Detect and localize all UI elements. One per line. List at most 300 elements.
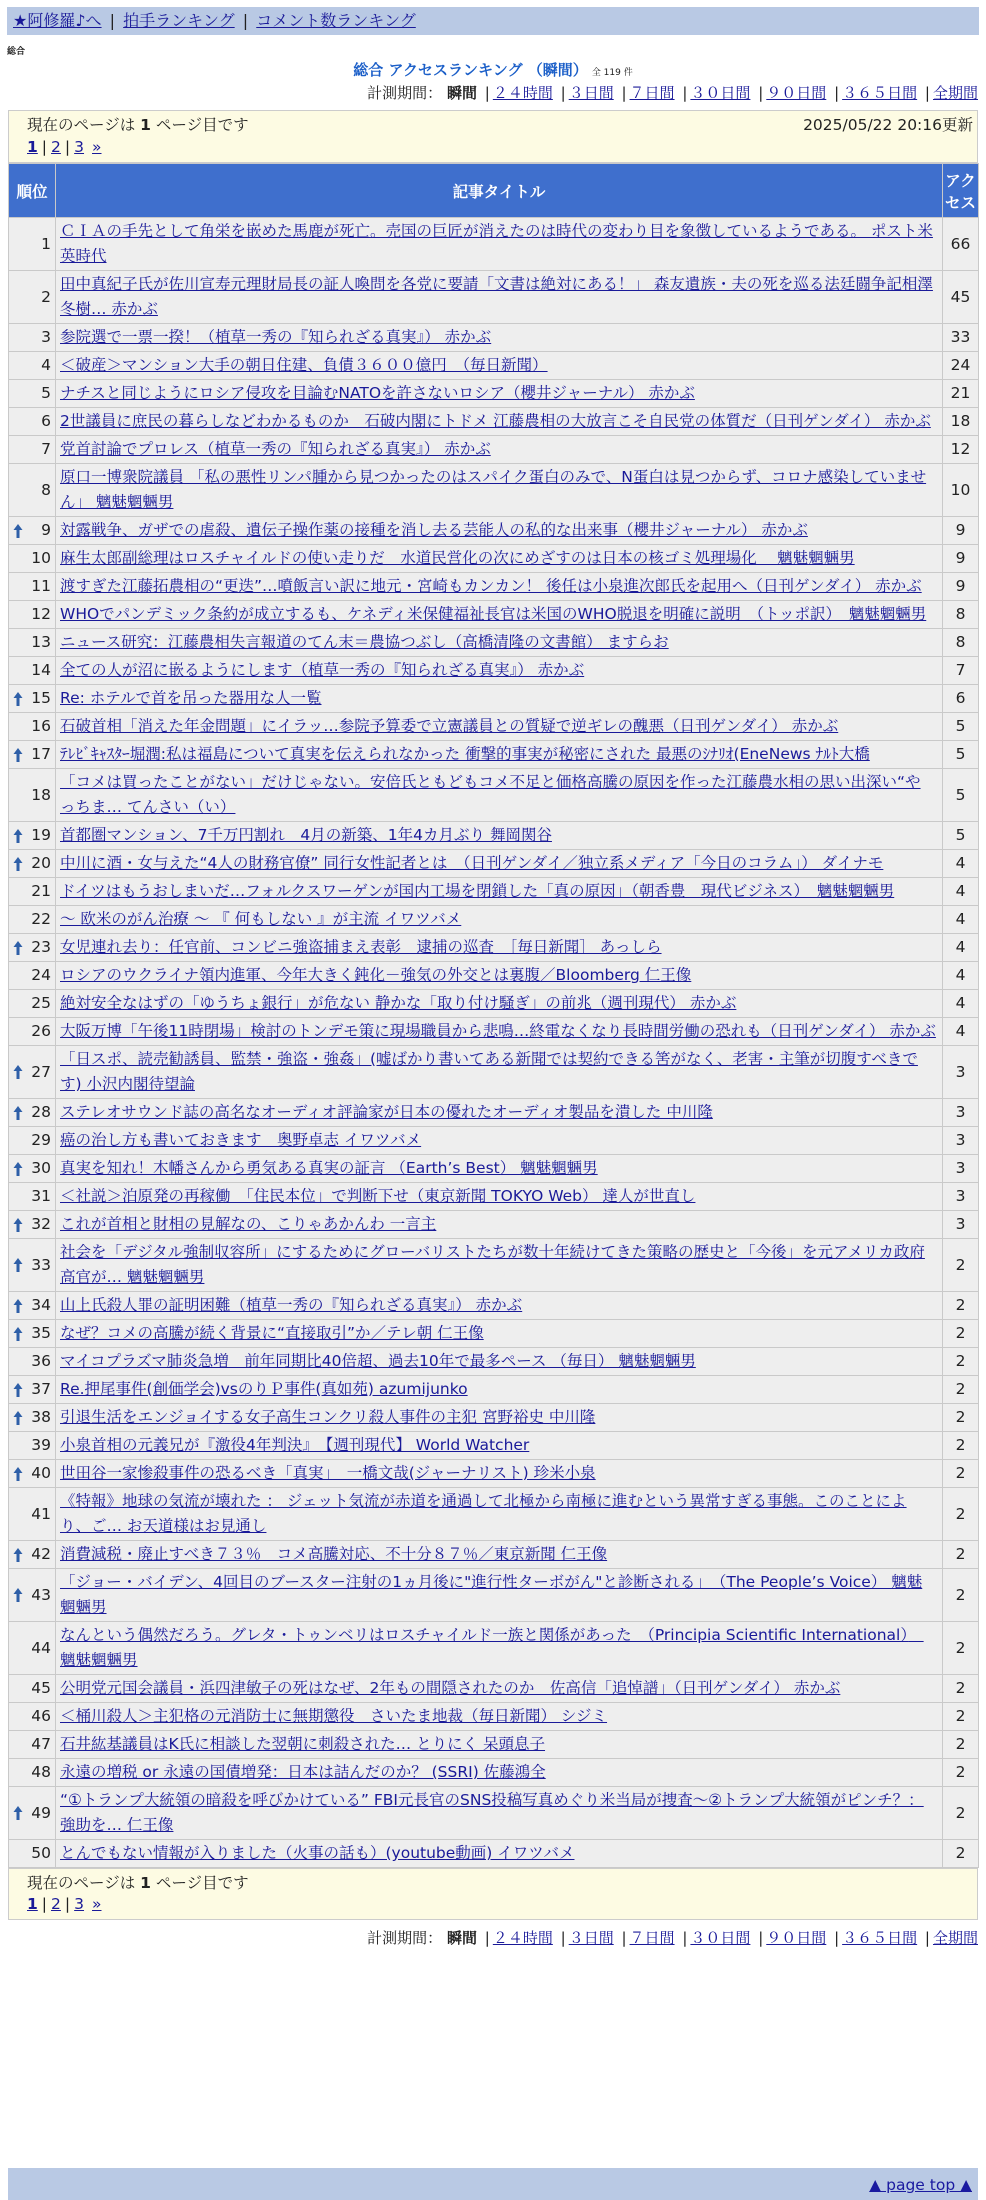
access-count: 4 xyxy=(943,962,979,990)
table-row xyxy=(9,1099,979,1127)
nav-separator: | xyxy=(242,11,249,30)
access-count: 66 xyxy=(943,218,979,271)
article-link[interactable]: 「コメは買ったことがない」だけじゃない。安倍氏ともどもコメ不足と価格高騰の原因を作った江藤農水相の思い出深い“やっちま… てんさい（い） xyxy=(60,773,921,816)
article-link[interactable]: 永遠の増税 or 永遠の国債増発：日本は詰んだのか？ (SSRI) 佐藤鴻全 xyxy=(60,1763,546,1781)
table-row xyxy=(9,271,979,324)
title-cell xyxy=(56,1239,943,1292)
rank-number: 20 xyxy=(31,854,51,872)
period-3d[interactable]: ３日間 xyxy=(568,1929,614,1947)
period-90d[interactable]: ９０日間 xyxy=(766,84,827,102)
article-link[interactable]: なぜ？コメの高騰が続く背景に“直接取引”か／テレ朝 仁王像 xyxy=(60,1324,484,1342)
access-count: 3 xyxy=(943,1155,979,1183)
table-row xyxy=(9,464,979,517)
rank-number: 27 xyxy=(31,1062,51,1081)
title-cell xyxy=(56,1155,943,1183)
rank-cell xyxy=(9,1675,56,1703)
rank-number: 42 xyxy=(31,1545,51,1563)
access-count: 2 xyxy=(943,1488,979,1541)
article-link[interactable]: 参院選で一票一揆！（植草一秀の『知られざる真実』） 赤かぶ xyxy=(60,328,492,346)
rank-cell xyxy=(9,380,56,408)
title-cell xyxy=(56,629,943,657)
access-count: 18 xyxy=(943,408,979,436)
period-24h[interactable]: ２４時間 xyxy=(492,1929,553,1947)
rank-cell xyxy=(9,324,56,352)
period-90d[interactable]: ９０日間 xyxy=(766,1929,827,1947)
table-row xyxy=(9,934,979,962)
period-7d[interactable]: ７日間 xyxy=(629,84,675,102)
article-link[interactable]: WHOでパンデミック条約が成立するも、ケネディ米保健福祉長官は米国のWHO脱退を明確に説明 （トッポ訳） 魑魅魍魎男 xyxy=(60,605,927,623)
nav-separator: | xyxy=(109,11,116,30)
title-cell xyxy=(56,1622,943,1675)
title-cell xyxy=(56,1348,943,1376)
access-count: 2 xyxy=(943,1787,979,1840)
access-count: 2 xyxy=(943,1541,979,1569)
rank-number: 12 xyxy=(31,605,51,623)
rank-number: 30 xyxy=(31,1159,51,1177)
rank-number: 18 xyxy=(31,785,51,804)
rank-cell xyxy=(9,1155,56,1183)
title-cell xyxy=(56,713,943,741)
article-link[interactable]: 首都圏マンション、7千万円割れ 4月の新築、1年4カ月ぶり 舞岡関谷 xyxy=(60,826,552,844)
current-page-text: 現在のページは 1 ページ目です xyxy=(27,116,249,134)
period-selector-bottom: 計測期間： 瞬間 | ２４時間 | ３日間 | ７日間 | ３０日間 | ９０日間 | ３６５日間 | 全期間 xyxy=(367,1929,978,1947)
rank-cell xyxy=(9,990,56,1018)
article-link[interactable]: 《特報》地球の気流が壊れた ： ジェット気流が赤道を通過して北極から南極に進むという異常すぎる事態。このことにより、ご… お天道様はお見通し xyxy=(60,1492,907,1535)
article-link[interactable]: ～ 欧米のがん治療 ～ 『 何もしない 』が主流 イワツバメ xyxy=(60,910,462,928)
rank-up-arrow-icon xyxy=(13,940,23,956)
article-link[interactable]: ステレオサウンド誌の高名なオーディオ評論家が日本の優れたオーディオ製品を潰した 中川隆 xyxy=(60,1103,713,1121)
period-30d[interactable]: ３０日間 xyxy=(690,1929,751,1947)
article-link[interactable]: 田中真紀子氏が佐川宣寿元理財局長の証人喚問を各党に要請「文書は絶対にある！」 森友遺族・夫の死を巡る法廷闘争記相澤冬樹… 赤かぶ xyxy=(60,275,933,318)
rank-number: 46 xyxy=(31,1707,51,1725)
table-row xyxy=(9,1183,979,1211)
genre-label: 総合 xyxy=(7,47,26,57)
title-cell xyxy=(56,934,943,962)
rank-up-arrow-icon xyxy=(13,1217,23,1233)
access-count: 3 xyxy=(943,1046,979,1099)
access-count: 9 xyxy=(943,517,979,545)
table-row xyxy=(9,1787,979,1840)
rank-number: 23 xyxy=(31,938,51,956)
access-count: 2 xyxy=(943,1731,979,1759)
article-link[interactable]: なんという偶然だろう。グレタ・トゥンベリはロスチャイルド一族と関係があった （Principia Scientific International） 魑魅魍魎男 xyxy=(60,1626,924,1669)
article-link[interactable]: 中川に酒・女与えた“4人の財務官僚” 同行女性記者とは （日刊ゲンダイ／独立系メディア「今日のコラム」） ダイナモ xyxy=(60,854,884,872)
rank-number: 24 xyxy=(31,966,51,984)
table-row xyxy=(9,352,979,380)
table-row xyxy=(9,1018,979,1046)
access-count: 2 xyxy=(943,1622,979,1675)
rank-cell xyxy=(9,1569,56,1622)
title-cell xyxy=(56,822,943,850)
rank-cell xyxy=(9,545,56,573)
ranking-title-text: 総合 アクセスランキング （瞬間） xyxy=(353,61,588,79)
rank-cell xyxy=(9,906,56,934)
access-count: 5 xyxy=(943,822,979,850)
access-count: 4 xyxy=(943,878,979,906)
rank-cell xyxy=(9,850,56,878)
period-label: 計測期間： xyxy=(367,84,443,102)
article-link[interactable]: 大阪万博「午後11時閉場」検討のトンデモ策に現場職員から悲鳴…終電なくなり長時間労働の恐れも（日刊ゲンダイ） 赤かぶ xyxy=(60,1022,936,1040)
rank-number: 25 xyxy=(31,994,51,1012)
period-365d[interactable]: ３６５日間 xyxy=(842,1929,918,1947)
rank-number: 49 xyxy=(31,1803,51,1822)
rank-cell xyxy=(9,1622,56,1675)
article-link[interactable]: 山上氏殺人罪の証明困難（植草一秀の『知られざる真実』） 赤かぶ xyxy=(60,1296,523,1314)
rank-cell xyxy=(9,573,56,601)
rank-number: 7 xyxy=(41,440,51,458)
rank-number: 45 xyxy=(31,1679,51,1697)
table-row xyxy=(9,1703,979,1731)
access-count: 7 xyxy=(943,657,979,685)
next-page-link[interactable]: » xyxy=(92,138,102,156)
access-count: 2 xyxy=(943,1569,979,1622)
article-link[interactable]: これが首相と財相の見解なの、こりゃあかんわ 一言主 xyxy=(60,1215,437,1233)
article-link[interactable]: Re: ホテルで首を吊った器用な人一覧 xyxy=(60,689,322,707)
rank-up-arrow-icon xyxy=(13,1547,23,1563)
article-link[interactable]: ニュース研究：江藤農相失言報道のてん末＝農協つぶし（高橋清隆の文書館） ますらお xyxy=(60,633,669,651)
table-row xyxy=(9,1840,979,1868)
access-count: 2 xyxy=(943,1759,979,1787)
footer-bar xyxy=(8,2168,978,2200)
period-30d[interactable]: ３０日間 xyxy=(690,84,751,102)
table-row xyxy=(9,1348,979,1376)
access-header: アクセス xyxy=(943,164,979,218)
table-row xyxy=(9,657,979,685)
title-cell xyxy=(56,380,943,408)
access-count: 45 xyxy=(943,271,979,324)
table-row xyxy=(9,436,979,464)
rank-number: 35 xyxy=(31,1324,51,1342)
title-cell xyxy=(56,1292,943,1320)
rank-number: 28 xyxy=(31,1103,51,1121)
rank-cell xyxy=(9,517,56,545)
table-row xyxy=(9,1731,979,1759)
access-count: 3 xyxy=(943,1127,979,1155)
table-row xyxy=(9,822,979,850)
rank-cell xyxy=(9,464,56,517)
article-link[interactable]: ロシアのウクライナ領内進軍、今年大きく鈍化－強気の外交とは裏腹／Bloomberg 仁王像 xyxy=(60,966,692,984)
period-365d[interactable]: ３６５日間 xyxy=(842,84,918,102)
table-row xyxy=(9,769,979,822)
rank-up-arrow-icon xyxy=(13,828,23,844)
rank-cell xyxy=(9,1183,56,1211)
rank-number: 4 xyxy=(41,356,51,374)
access-count: 3 xyxy=(943,1099,979,1127)
table-row xyxy=(9,713,979,741)
period-7d[interactable]: ７日間 xyxy=(629,1929,675,1947)
page-link-2[interactable]: 2 xyxy=(51,1895,61,1913)
rank-number: 17 xyxy=(31,745,51,763)
title-cell xyxy=(56,1840,943,1868)
ranking-rows xyxy=(9,218,979,1868)
title-cell xyxy=(56,1703,943,1731)
rank-cell xyxy=(9,1211,56,1239)
rank-up-arrow-icon xyxy=(13,1805,23,1821)
table-row xyxy=(9,218,979,271)
article-link[interactable]: 世田谷一家惨殺事件の恐るべき「真実」 一橋文哉(ジャーナリスト) 珍米小泉 xyxy=(60,1464,596,1482)
next-page-link[interactable]: » xyxy=(92,1895,102,1913)
rank-number: 14 xyxy=(31,661,51,679)
article-link[interactable]: “①トランプ大統領の暗殺を呼びかけている” FBI元長官のSNS投稿写真めぐり米当局が捜査～②トランプ大統領がピンチ？：強助を… 仁王像 xyxy=(60,1791,924,1834)
rank-up-arrow-icon xyxy=(13,1257,23,1273)
rank-cell xyxy=(9,1292,56,1320)
article-link[interactable]: 女児連れ去り：任官前、コンビニ強盗捕まえ表彰 逮捕の巡査 ［毎日新聞］ あっしら xyxy=(60,938,662,956)
ranking-title xyxy=(0,60,986,83)
article-link[interactable]: 引退生活をエンジョイする女子高生コンクリ殺人事件の主犯 宮野裕史 中川隆 xyxy=(60,1408,596,1426)
rank-number: 8 xyxy=(41,480,51,499)
article-link[interactable]: 対露戦争、ガザでの虐殺、遺伝子操作薬の接種を消し去る芸能人の私的な出来事（櫻井ジャーナル） 赤かぶ xyxy=(60,521,808,539)
rank-cell xyxy=(9,1320,56,1348)
access-count: 5 xyxy=(943,769,979,822)
article-link[interactable]: 党首討論でプロレス（植草一秀の『知られざる真実』） 赤かぶ xyxy=(60,440,491,458)
top-nav xyxy=(7,7,979,35)
rank-cell xyxy=(9,218,56,271)
access-count: 4 xyxy=(943,1018,979,1046)
rank-cell xyxy=(9,271,56,324)
table-row xyxy=(9,1541,979,1569)
access-count: 2 xyxy=(943,1703,979,1731)
rank-up-arrow-icon xyxy=(13,747,23,763)
table-row xyxy=(9,1211,979,1239)
rank-up-arrow-icon xyxy=(13,1105,23,1121)
rank-cell xyxy=(9,1731,56,1759)
table-row xyxy=(9,1320,979,1348)
title-cell xyxy=(56,324,943,352)
rank-cell xyxy=(9,436,56,464)
table-row xyxy=(9,962,979,990)
rank-cell xyxy=(9,741,56,769)
period-all[interactable]: 全期間 xyxy=(932,84,978,102)
title-cell xyxy=(56,1320,943,1348)
rank-cell xyxy=(9,1840,56,1868)
title-cell xyxy=(56,1541,943,1569)
rank-up-arrow-icon xyxy=(13,691,23,707)
access-count: 2 xyxy=(943,1404,979,1432)
article-link[interactable]: 公明党元国会議員・浜四津敏子の死はなぜ、2年もの間隠されたのか 佐高信「追悼譜」（日刊ゲンダイ） 赤かぶ xyxy=(60,1679,841,1697)
rank-up-arrow-icon xyxy=(13,1466,23,1482)
rank-cell xyxy=(9,601,56,629)
access-count: 4 xyxy=(943,934,979,962)
table-row xyxy=(9,380,979,408)
table-row xyxy=(9,990,979,1018)
table-row xyxy=(9,629,979,657)
title-cell xyxy=(56,1569,943,1622)
table-row xyxy=(9,906,979,934)
table-row xyxy=(9,741,979,769)
home-link[interactable]: ★阿修羅♪へ xyxy=(13,11,102,30)
table-row xyxy=(9,408,979,436)
rank-cell xyxy=(9,1488,56,1541)
title-cell xyxy=(56,1376,943,1404)
table-row xyxy=(9,850,979,878)
access-count: 8 xyxy=(943,629,979,657)
table-row xyxy=(9,1432,979,1460)
article-link[interactable]: ＣＩＡの手先として角栄を嵌めた馬鹿が死亡。売国の巨匠が消えたのは時代の変わり目を象徴しているようである。 ポスト米英時代 xyxy=(60,222,933,265)
title-cell xyxy=(56,601,943,629)
article-link[interactable]: ドイツはもうおしまいだ…フォルクスワーゲンが国内工場を閉鎖した「真の原因」（朝香豊 現代ビジネス） 魑魅魍魎男 xyxy=(60,882,895,900)
rank-up-arrow-icon xyxy=(13,1161,23,1177)
title-cell xyxy=(56,1018,943,1046)
article-link[interactable]: 石井紘基議員はK氏に相談した翌朝に刺殺された… とりにく 呆頭息子 xyxy=(60,1735,546,1753)
rank-number: 36 xyxy=(31,1352,51,1370)
rank-number: 22 xyxy=(31,910,51,928)
article-link[interactable]: 真実を知れ！木幡さんから勇気ある真実の証言 （Earth’s Best） 魑魅魍魎男 xyxy=(60,1159,598,1177)
article-link[interactable]: 絶対安全なはずの「ゆうちょ銀行」が危ない 静かな「取り付け騒ぎ」の前兆（週刊現代） 赤かぶ xyxy=(60,994,737,1012)
article-link[interactable]: 「ジョー・バイデン、4回目のブースター注射の1ヵ月後に"進行性ターボがん"と診断される」 （The People’s Voice） 魑魅魍魎男 xyxy=(60,1573,923,1616)
page-link-1[interactable]: 1 xyxy=(27,1895,38,1913)
rank-cell xyxy=(9,1348,56,1376)
rank-number: 1 xyxy=(41,234,51,253)
page-links: 1 | 2 | 3 » xyxy=(27,138,102,156)
access-count: 24 xyxy=(943,352,979,380)
access-count: 10 xyxy=(943,464,979,517)
table-row xyxy=(9,1046,979,1099)
table-row xyxy=(9,545,979,573)
table-header-row xyxy=(9,164,979,218)
access-count: 4 xyxy=(943,850,979,878)
title-cell xyxy=(56,741,943,769)
rank-up-arrow-icon xyxy=(13,1382,23,1398)
period-24h[interactable]: ２４時間 xyxy=(492,84,553,102)
article-link[interactable]: マイコプラズマ肺炎急増 前年同期比40倍超、過去10年で最多ペース （毎日） 魑魅魍魎男 xyxy=(60,1352,696,1370)
page-link-1[interactable]: 1 xyxy=(27,138,38,156)
period-label: 計測期間： xyxy=(367,1929,443,1947)
article-link[interactable]: 小泉首相の元義兄が『激役4年判決』 【週刊現代】 World Watcher xyxy=(60,1436,530,1454)
access-count: 3 xyxy=(943,1211,979,1239)
rank-number: 37 xyxy=(31,1380,51,1398)
rank-cell xyxy=(9,1046,56,1099)
table-row xyxy=(9,685,979,713)
rank-number: 43 xyxy=(31,1585,51,1604)
access-count: 6 xyxy=(943,685,979,713)
title-cell xyxy=(56,1759,943,1787)
access-count: 2 xyxy=(943,1432,979,1460)
title-cell xyxy=(56,1099,943,1127)
page-link-3[interactable]: 3 xyxy=(74,138,85,156)
article-link[interactable]: 消費減税・廃止すべき７３％ コメ高騰対応、不十分８７％／東京新聞 仁王像 xyxy=(60,1545,608,1563)
table-row xyxy=(9,1622,979,1675)
table-row xyxy=(9,878,979,906)
article-link[interactable]: ＜桶川殺人＞主犯格の元消防士に無期懲役 さいたま地裁（毎日新聞） シジミ xyxy=(60,1707,608,1725)
article-link[interactable]: とんでもない情報が入りました（火事の話も）(youtube動画) イワツバメ xyxy=(60,1844,575,1862)
table-row xyxy=(9,1155,979,1183)
page-top-link[interactable]: ▲ page top ▲ xyxy=(869,2176,972,2194)
rank-number: 47 xyxy=(31,1735,51,1753)
title-cell xyxy=(56,906,943,934)
rank-number: 6 xyxy=(41,412,51,430)
access-count: 2 xyxy=(943,1239,979,1292)
rank-cell xyxy=(9,1460,56,1488)
access-count: 3 xyxy=(943,1183,979,1211)
title-header: 記事タイトル xyxy=(56,164,943,218)
pager-top xyxy=(8,110,978,163)
period-3d[interactable]: ３日間 xyxy=(568,84,614,102)
article-link[interactable]: 「日スポ、読売勧誘員、監禁・強盗・強姦」(嘘ばかり書いてある新聞では契約できる筈がなく、老害・主筆が切腹すべきです) 小沢内閣待望論 xyxy=(60,1050,918,1093)
period-all[interactable]: 全期間 xyxy=(932,1929,978,1947)
rank-cell xyxy=(9,1404,56,1432)
access-count: 33 xyxy=(943,324,979,352)
access-count: 12 xyxy=(943,436,979,464)
article-link[interactable]: 2世議員に庶民の暮らしなどわかるものか 石破内閣にトドメ 江藤農相の大放言こそ自民党の体質だ（日刊ゲンダイ） 赤かぶ xyxy=(60,412,931,430)
rank-number: 21 xyxy=(31,882,51,900)
page-link-3[interactable]: 3 xyxy=(74,1895,85,1913)
applause-ranking-link[interactable]: 拍手ランキング xyxy=(123,11,235,30)
title-cell xyxy=(56,1675,943,1703)
access-count: 2 xyxy=(943,1675,979,1703)
title-cell xyxy=(56,573,943,601)
title-cell xyxy=(56,962,943,990)
title-cell xyxy=(56,1046,943,1099)
rank-number: 5 xyxy=(41,384,51,402)
period-current: 瞬間 xyxy=(446,1929,477,1947)
title-cell xyxy=(56,1183,943,1211)
table-row xyxy=(9,1488,979,1541)
rank-up-arrow-icon xyxy=(13,1326,23,1342)
period-current: 瞬間 xyxy=(446,84,477,102)
rank-cell xyxy=(9,1703,56,1731)
rank-cell xyxy=(9,657,56,685)
title-cell xyxy=(56,464,943,517)
title-cell xyxy=(56,1460,943,1488)
article-link[interactable]: 原口一博衆院議員 「私の悪性リンパ腫から見つかったのはスパイク蛋白のみで、N蛋白は見つからず、コロナ感染していません」 魑魅魍魎男 xyxy=(60,468,927,511)
article-link[interactable]: ＜社説＞泊原発の再稼働 「住民本位」で判断下せ（東京新聞 TOKYO Web） 達人が世直し xyxy=(60,1187,696,1205)
article-link[interactable]: 渡すぎた江藤拓農相の“更迭”…噴飯言い訳に地元・宮崎もカンカン！ 後任は小泉進次郎氏を起用へ（日刊ゲンダイ） 赤かぶ xyxy=(60,577,922,595)
article-link[interactable]: Re.押尾事件(創価学会)vsのりＰ事件(真如苑) azumijunko xyxy=(60,1380,468,1398)
rank-cell xyxy=(9,1541,56,1569)
table-row xyxy=(9,1404,979,1432)
article-link[interactable]: 石破首相「消えた年金問題」にイラッ…参院予算委で立憲議員との質疑で逆ギレの醜悪（日刊ゲンダイ） 赤かぶ xyxy=(60,717,839,735)
article-link[interactable]: ﾃﾚﾋﾞｷｬｽﾀｰ堀潤:私は福島について真実を伝えられなかった 衝撃的事実が秘密にされた 最悪のｼﾅﾘｵ(EneNews ﾅﾙﾄ大橋 xyxy=(60,745,870,763)
article-link[interactable]: ナチスと同じようにロシア侵攻を目論むNATOを許さないロシア（櫻井ジャーナル） 赤かぶ xyxy=(60,384,695,402)
ranking-count: 全 119 件 xyxy=(591,68,633,78)
title-cell xyxy=(56,1127,943,1155)
rank-cell xyxy=(9,1018,56,1046)
rank-cell xyxy=(9,822,56,850)
table-row xyxy=(9,573,979,601)
title-cell xyxy=(56,685,943,713)
article-link[interactable]: 全ての人が沼に嵌るようにします（植草一秀の『知られざる真実』） 赤かぶ xyxy=(60,661,585,679)
title-cell xyxy=(56,436,943,464)
article-link[interactable]: 社会を「デジタル強制収容所」にするためにグローバリストたちが数十年続けてきた策略の歴史と「今後」を元アメリカ政府高官が… 魑魅魍魎男 xyxy=(60,1243,925,1286)
rank-up-arrow-icon xyxy=(13,1410,23,1426)
access-count: 5 xyxy=(943,713,979,741)
rank-number: 29 xyxy=(31,1131,51,1149)
access-count: 2 xyxy=(943,1376,979,1404)
rank-number: 16 xyxy=(31,717,51,735)
rank-up-arrow-icon xyxy=(13,1587,23,1603)
page-link-2[interactable]: 2 xyxy=(51,138,61,156)
rank-number: 13 xyxy=(31,633,51,651)
page-links-bottom: 1 | 2 | 3 » xyxy=(27,1895,102,1913)
rank-cell xyxy=(9,1759,56,1787)
current-page-text-bottom: 現在のページは 1 ページ目です xyxy=(27,1874,249,1892)
rank-number: 38 xyxy=(31,1408,51,1426)
comment-ranking-link[interactable]: コメント数ランキング xyxy=(256,11,416,30)
article-link[interactable]: 癌の治し方も書いておきます 奥野卓志 イワツバメ xyxy=(60,1131,422,1149)
table-row xyxy=(9,324,979,352)
title-cell xyxy=(56,878,943,906)
rank-up-arrow-icon xyxy=(13,1064,23,1080)
access-count: 4 xyxy=(943,990,979,1018)
table-row xyxy=(9,601,979,629)
access-count: 2 xyxy=(943,1292,979,1320)
rank-cell xyxy=(9,1376,56,1404)
table-row xyxy=(9,1460,979,1488)
article-link[interactable]: ＜破産＞マンション大手の朝日住建、負債３６００億円 （毎日新聞） xyxy=(60,356,548,374)
rank-up-arrow-icon xyxy=(13,856,23,872)
title-cell xyxy=(56,657,943,685)
article-link[interactable]: 麻生太郎副総理はロスチャイルドの使い走りだ 水道民営化の次にめざすのは日本の核ゴミ処理場化 魑魅魍魎男 xyxy=(60,549,855,567)
